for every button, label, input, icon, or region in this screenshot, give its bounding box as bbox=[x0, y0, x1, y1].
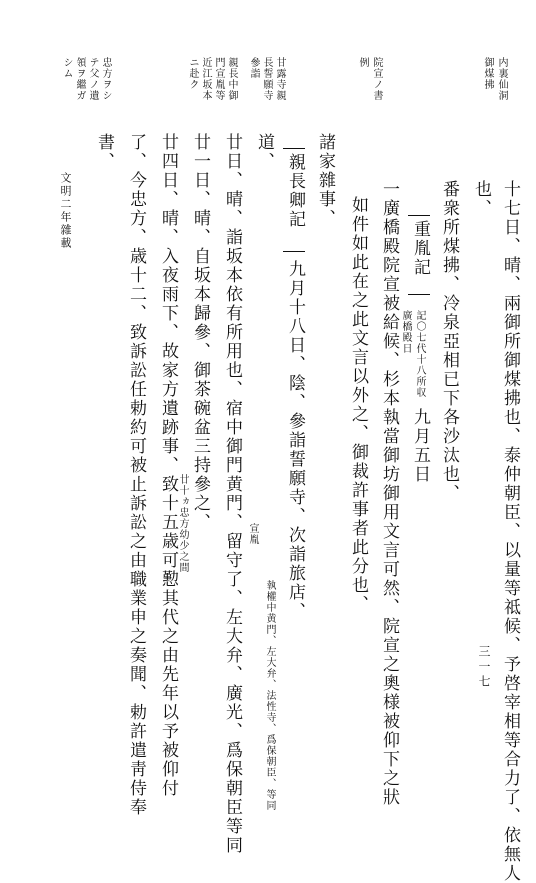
margin-note-3c bbox=[248, 57, 258, 79]
margin-note-4 bbox=[226, 57, 236, 101]
margin-note-4b bbox=[213, 57, 223, 101]
body-text: 廿一日、晴、自坂本歸參、御茶碗盆三持參之、 bbox=[190, 133, 210, 532]
section-date-text: 九月五日 bbox=[410, 408, 430, 484]
margin-note-line: 門宣胤等 bbox=[213, 57, 224, 101]
page-number bbox=[478, 645, 490, 690]
margin-note-5c bbox=[74, 57, 84, 101]
inline-note-kado bbox=[247, 523, 257, 545]
inline-note-text: 宣胤 bbox=[247, 523, 258, 545]
margin-note-line: 内裏仙洞 bbox=[496, 57, 507, 101]
inline-note-text: 廿十ヵ忠方幼少之間 bbox=[177, 474, 188, 573]
body-line-4 bbox=[380, 180, 397, 807]
margin-note-line: 例 bbox=[357, 57, 368, 68]
body-text: 廿日、晴、詣坂本依有所用也、宿中御門黄門、留守了、左大弁、廣光、爲保朝臣等同 bbox=[222, 133, 242, 855]
inline-note-text: 執權中黄門、左大弁、法性寺、爲保朝臣、等同 bbox=[264, 580, 275, 811]
margin-note-4d bbox=[187, 57, 197, 90]
margin-note-line: ニ赴ク bbox=[187, 57, 198, 90]
margin-note-2 bbox=[371, 57, 381, 101]
margin-note-line: シム bbox=[61, 57, 72, 79]
inline-note-age bbox=[177, 474, 187, 573]
body-line-10 bbox=[127, 133, 144, 817]
body-line-nagakyo bbox=[286, 260, 303, 621]
body-text: 廿四日、晴、入夜雨下、故家方遺跡事、致十五歳可懃其代之由先年以予被仰付 bbox=[158, 133, 178, 798]
section-title-text: 親長卿記 bbox=[285, 153, 305, 229]
body-line-9 bbox=[159, 133, 176, 798]
margin-note-5d bbox=[61, 57, 71, 79]
margin-note-3 bbox=[274, 57, 284, 101]
margin-note-line: 親長中御 bbox=[226, 57, 237, 101]
body-line-5 bbox=[349, 196, 366, 614]
section-title-nagakyoki bbox=[286, 153, 303, 229]
body-line-6 bbox=[255, 133, 272, 171]
body-text: 書、 bbox=[94, 133, 114, 171]
running-head-text: 文明二年雜載 bbox=[59, 172, 72, 250]
body-line-11 bbox=[95, 133, 112, 171]
section-title-text: 重胤記 bbox=[410, 220, 430, 277]
margin-note-3b bbox=[261, 57, 271, 101]
inline-note-companions bbox=[264, 580, 274, 811]
section-sub-chokanki-2 bbox=[400, 310, 410, 354]
margin-note-4c bbox=[200, 57, 210, 101]
margin-note-5b bbox=[87, 57, 97, 101]
section-title-shoke bbox=[316, 133, 333, 228]
body-line-2 bbox=[472, 180, 489, 218]
section-title-chokanki bbox=[411, 220, 428, 277]
body-text: 九月十八日、陰、參詣誓願寺、次詣旅店、 bbox=[285, 260, 305, 621]
body-text: 番衆所煤拂、冷泉亞相已下各沙汰也、 bbox=[439, 180, 459, 503]
margin-note-line: テ父ノ遺 bbox=[87, 57, 98, 101]
section-sub-text: 記〇七代十八所収 bbox=[414, 310, 425, 398]
body-text: 十七日、晴、兩御所御煤拂也、泰仲朝臣、以量等祗候、予啓宰相等合力了、依無人 bbox=[500, 180, 520, 883]
body-line-8 bbox=[191, 133, 208, 532]
margin-note-line: 近江坂本 bbox=[200, 57, 211, 101]
margin-note-line: 參詣 bbox=[248, 57, 259, 79]
running-head bbox=[60, 172, 71, 250]
margin-note-5 bbox=[100, 57, 110, 101]
margin-note-line: 院宣ノ書 bbox=[371, 57, 382, 101]
section-date-chokanki bbox=[411, 408, 428, 484]
margin-note-1 bbox=[496, 57, 506, 101]
margin-note-2b bbox=[357, 57, 367, 68]
body-text: 了、今忠方、歳十二、致訴訟任勅約可被止訴訟之由職業申之奏聞、勅許遣靑侍奉 bbox=[126, 133, 146, 817]
margin-note-line: 甘露寺親 bbox=[274, 57, 285, 101]
body-text: 道、 bbox=[254, 133, 274, 171]
margin-note-line: 長誓願寺 bbox=[261, 57, 272, 101]
page-number-text: 三一七 bbox=[477, 645, 491, 690]
section-sub-text: 廣橋殿日 bbox=[400, 310, 411, 354]
margin-note-line: 御煤拂 bbox=[482, 57, 493, 90]
margin-note-line: 領ヲ繼ガ bbox=[74, 57, 85, 101]
body-line-3 bbox=[440, 180, 457, 503]
body-line-7 bbox=[223, 133, 240, 855]
body-text: 一廣橋殿院宣被給候、杉本執當御坊御用文言可然、院宣之奧様被仰下之狀 bbox=[379, 180, 399, 807]
body-line-1 bbox=[501, 180, 518, 883]
margin-note-1b bbox=[482, 57, 492, 90]
body-text: 也、 bbox=[471, 180, 491, 218]
section-sub-chokanki-1 bbox=[414, 310, 424, 398]
section-title-text: 諸家雜事、 bbox=[315, 133, 335, 228]
margin-note-line: 忠方ヲシ bbox=[100, 57, 111, 101]
body-text: 如件如此在之此文言以外之、御裁許事者此分也、 bbox=[348, 196, 368, 614]
